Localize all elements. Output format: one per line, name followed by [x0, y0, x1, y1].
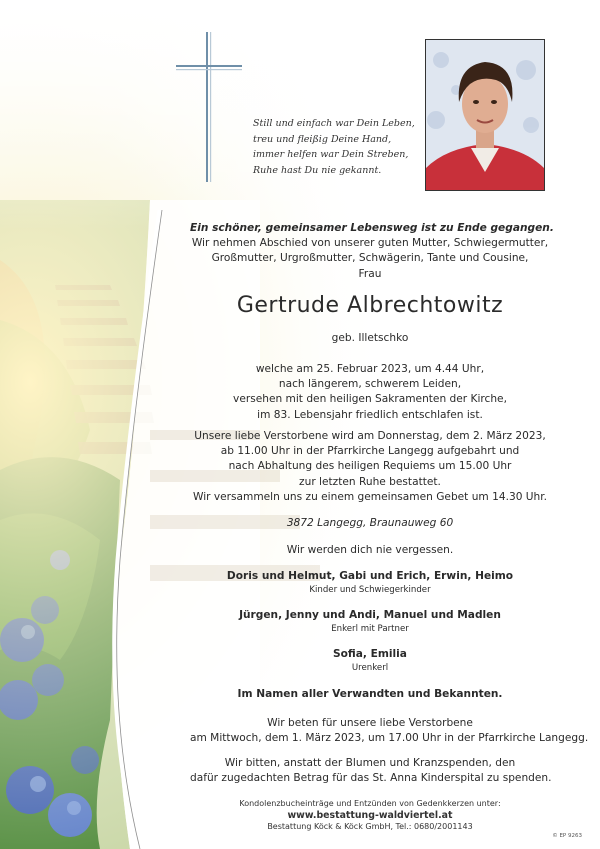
mourner-relation: Enkerl mit Partner [331, 624, 409, 635]
death-notice [190, 362, 550, 423]
funeral-line: zur letzten Ruhe bestattet. [299, 475, 441, 488]
mourner-names: Jürgen, Jenny und Andi, Manuel und Madlen [239, 609, 501, 621]
donation-request [190, 756, 550, 786]
rosary-line: am Mittwoch, dem 1. März 2023, um 17.00 Uhr in der Pfarrkirche Langegg. [190, 732, 589, 745]
intro-line: Großmutter, Urgroßmutter, Schwägerin, Tante und Cousine, [211, 252, 529, 265]
funeral-details [190, 429, 550, 505]
intro-headline: Ein schöner, gemeinsamer Lebensweg ist zu Ende gegangen. [190, 222, 554, 234]
rosary-details [190, 716, 589, 746]
intro-section [190, 221, 554, 282]
poem-line: immer helfen war Dein Streben, [253, 149, 409, 160]
death-notice-line: nach längerem, schwerem Leiden, [278, 378, 462, 391]
remember-line [190, 543, 550, 558]
deceased-name: Gertrude Albrechtowitz [236, 293, 504, 318]
rosary-line: Wir beten für unsere liebe Verstorbene [267, 717, 473, 729]
mourners-group-grandchildren [190, 608, 550, 635]
document-code: © EP 9263 [552, 833, 582, 839]
cross-icon [176, 32, 242, 182]
mourner-relation: Urenkerl [351, 663, 389, 674]
donation-line: Wir bitten, anstatt der Blumen und Kranzspenden, den [224, 757, 516, 769]
funeral-line: ab 11.00 Uhr in der Pfarrkirche Langegg aufgebahrt und [220, 445, 520, 458]
birth-name-text: geb. Illetschko [331, 332, 409, 344]
death-notice-line: im 83. Lebensjahr friedlich entschlafen ist. [257, 408, 483, 421]
on-behalf-text: Im Namen aller Verwandten und Bekannten. [237, 688, 503, 700]
address [190, 516, 550, 531]
death-notice-line: versehen mit den heiligen Sakramenten der Kirche, [233, 393, 507, 406]
death-notice-line: welche am 25. Februar 2023, um 4.44 Uhr, [255, 363, 485, 375]
intro-line: Wir nehmen Abschied von unserer guten Mutter, Schwiegermutter, [191, 237, 549, 250]
poem-line: Ruhe hast Du nie gekannt. [253, 164, 382, 176]
on-behalf-line [190, 687, 550, 702]
remember-text: Wir werden dich nie vergessen. [286, 544, 454, 556]
poem-line: Still und einfach war Dein Leben, [253, 118, 415, 129]
prayer-line: Wir versammeln uns zu einem gemeinsamen Gebet um 14.30 Uhr. [192, 490, 548, 503]
mourner-names: Sofia, Emilia [333, 648, 407, 660]
mourners-group-children [190, 569, 550, 596]
poem-line: treu und fleißig Deine Hand, [253, 133, 392, 145]
address-text: 3872 Langegg, Braunauweg 60 [286, 517, 454, 529]
donation-line: dafür zugedachten Betrag für das St. Anna Kinderspital zu spenden. [190, 772, 552, 785]
intro-line: Frau [358, 267, 382, 280]
footer-condolence: Kondolenzbucheinträge und Entzünden von Gedenkkerzen unter: [239, 799, 501, 808]
footer [190, 798, 550, 833]
memorial-poem [253, 116, 423, 178]
portrait-photo [425, 39, 545, 191]
mourner-names: Doris und Helmut, Gabi und Erich, Erwin, Heimo [226, 570, 514, 582]
footer-website-link[interactable]: www.bestattung-waldviertel.at [287, 809, 453, 821]
mourner-relation: Kinder und Schwiegerkinder [309, 585, 431, 596]
funeral-line: nach Abhaltung des heiligen Requiems um 15.00 Uhr [228, 460, 512, 473]
mourners-group-greatgrandchildren [190, 647, 550, 674]
birth-name [190, 331, 550, 346]
footer-company: Bestattung Köck & Köck GmbH, Tel.: 0680/2001143 [267, 822, 473, 831]
portrait-illustration [426, 40, 544, 190]
funeral-line: Unsere liebe Verstorbene wird am Donnerstag, dem 2. März 2023, [194, 430, 546, 442]
